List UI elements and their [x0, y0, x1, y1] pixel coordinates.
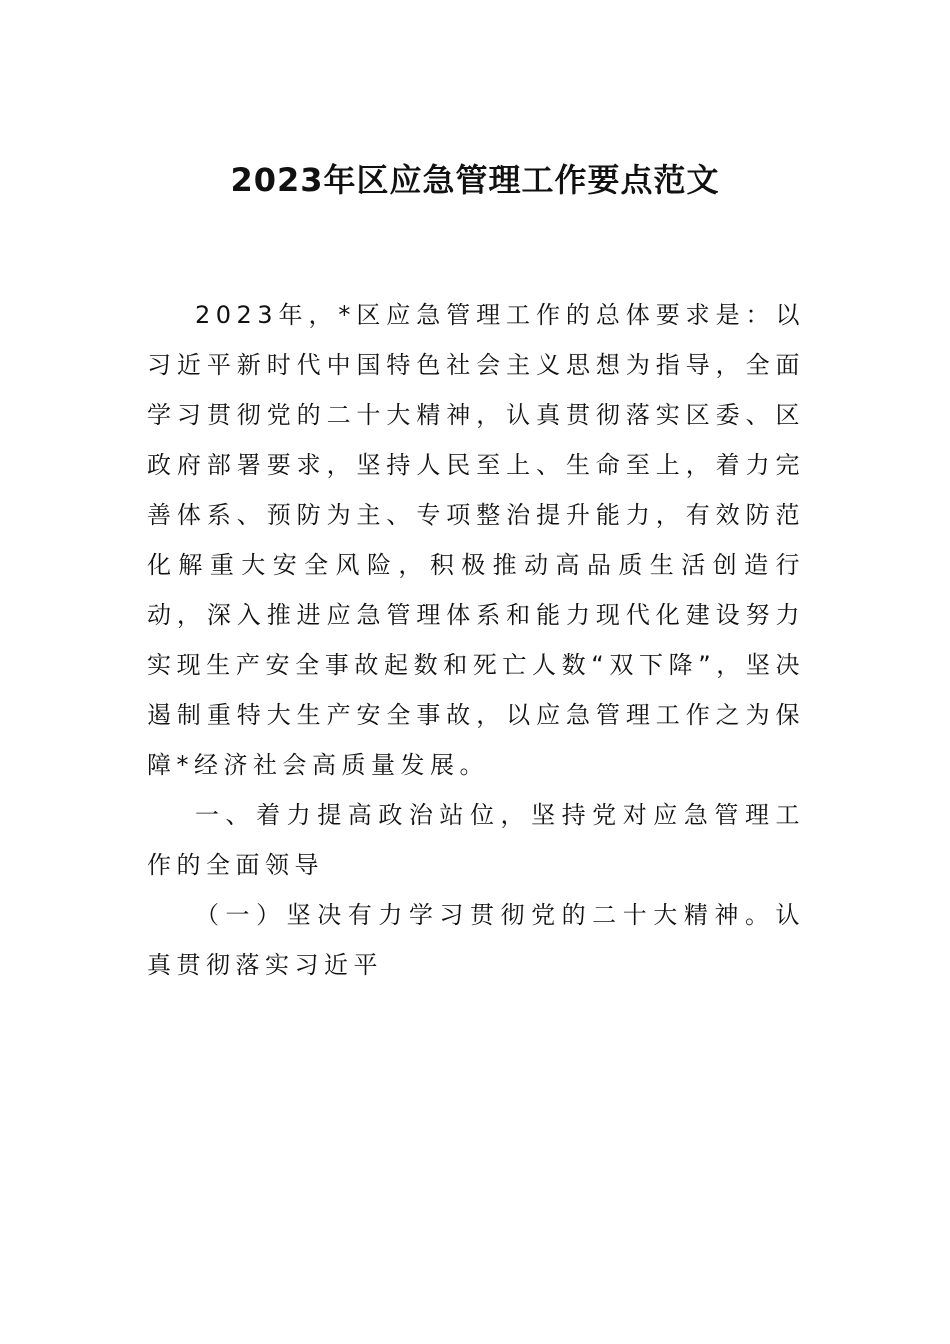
intro-paragraph: 2023年，*区应急管理工作的总体要求是：以习近平新时代中国特色社会主义思想为指导，全面学习贯彻党的二十大精神，认真贯彻落实区委、区政府部署要求，坚持人民至上、生命至上，着力完善体系、预防为主、专项整治提升能力，有效防范化解重大安全风险，积极推动高品质生活创造行动，深入推进应急管理体系和能力现代化建设努力实现生产安全事故起数和死亡人数“双下降”，坚决遏制重特大生产安全事故，以应急管理工作之为保障*经济社会高质量发展。 — [147, 301, 805, 779]
document-title: 2023年区应急管理工作要点范文 — [230, 161, 720, 199]
subsection-paragraph-1: （一）坚决有力学习贯彻党的二十大精神。认真贯彻落实习近平 — [147, 901, 805, 979]
document-body — [147, 290, 805, 990]
section-heading-1: 一、着力提高政治站位，坚持党对应急管理工作的全面领导 — [147, 801, 805, 879]
